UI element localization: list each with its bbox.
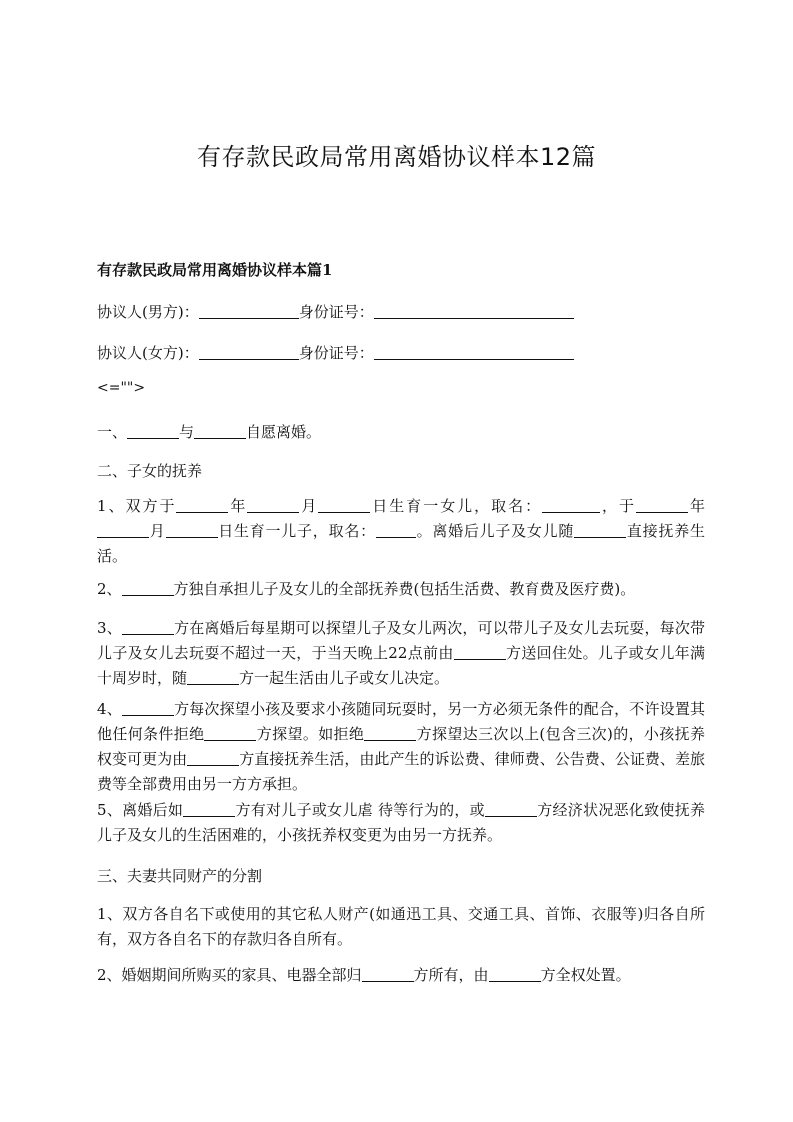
blank-field <box>318 496 370 513</box>
blank-field <box>122 618 174 635</box>
text-span: 年 <box>228 497 248 515</box>
text-span: 4、 <box>97 700 122 718</box>
text-span: 。离婚后儿子及女儿随 <box>415 522 575 540</box>
text-span: 月 <box>149 522 166 540</box>
section-heading-2: 二、子女的抚养 <box>97 462 203 480</box>
text-span: 月 <box>299 497 319 515</box>
text-span: 方所有，由 <box>413 966 489 984</box>
blank-field <box>364 724 416 741</box>
name-blank <box>199 343 299 360</box>
blank-field <box>636 496 688 513</box>
blank-field <box>485 800 537 817</box>
text-span: 自愿离婚。 <box>246 423 322 441</box>
text-span: 方独自承担儿子及女儿的全部抚养费(包括生活费、教育费及医疗费)。 <box>173 580 636 598</box>
blank-field <box>166 521 218 538</box>
paragraph-6: 1、双方各自名下或使用的其它私人财产(如通迅工具、交通工具、首饰、衣服等)归各自所有，双方各自名下的存款归各自所有。 <box>97 905 705 948</box>
clause-1 <box>97 420 705 445</box>
blank-field <box>187 749 239 766</box>
blank-field <box>176 496 228 513</box>
section-heading-3: 三、夫妻共同财产的分割 <box>97 867 263 885</box>
text-span: 方有对儿子或女儿虐 待等行为的，或 <box>235 801 485 819</box>
blank-field <box>122 699 174 716</box>
blank-field <box>489 965 541 982</box>
text-span: 2、 <box>97 580 122 598</box>
blank-field <box>97 521 149 538</box>
text-span: 5、离婚后如 <box>97 801 184 819</box>
text-span: 一、 <box>97 423 128 441</box>
paragraph-1 <box>97 494 705 569</box>
text-span: 3、 <box>97 619 122 637</box>
document-title: 有存款民政局常用离婚协议样本12篇 <box>196 143 597 171</box>
id-blank <box>374 302 574 319</box>
blank-field <box>454 643 506 660</box>
blank-field <box>204 724 256 741</box>
paragraph-3 <box>97 616 705 691</box>
text-span: 方送回住处。儿子或女儿年满十周岁时，随 <box>97 644 705 687</box>
male-party-label: 协议人(男方)： <box>97 303 199 321</box>
section-subtitle: 有存款民政局常用离婚协议样本篇1 <box>97 261 333 279</box>
text-span: 直接抚养生活。 <box>97 522 705 565</box>
blank-field <box>127 422 179 439</box>
text-span: 2、婚姻期间所购买的家具、电器全部归 <box>97 966 362 984</box>
female-party-line <box>97 341 705 366</box>
text-span: 方一起生活由儿子或女儿决定。 <box>239 669 450 687</box>
blank-field <box>187 668 239 685</box>
text-span: 方探望。如拒绝 <box>256 725 365 743</box>
text-span: 方探望达三次以上(包含三次)的，小孩抚养权变可更为由 <box>97 725 705 768</box>
paragraph-7 <box>97 963 705 988</box>
male-party-line <box>97 300 705 325</box>
text-span: 1、双方于 <box>97 497 177 515</box>
paragraph-2 <box>97 577 705 602</box>
paragraph-5 <box>97 798 705 848</box>
text-span: 方经济状况恶化致使抚养儿子及女儿的生活困难的，小孩抚养权变更为由另一方抚养。 <box>97 801 705 844</box>
blank-field <box>376 521 416 538</box>
id-blank <box>374 343 574 360</box>
text-span: 方直接抚养生活，由此产生的诉讼费、律师费、公告费、公证费、差旅费等全部费用由另一方方承担。 <box>97 750 705 793</box>
text-span: 与 <box>179 423 195 441</box>
text-span: 日生育一儿子，取名： <box>217 522 376 540</box>
blank-field <box>183 800 235 817</box>
text-span: 方每次探望小孩及要求小孩随同玩耍时，另一方必须无条件的配合，不许设置其他任何条件拒绝 <box>97 700 705 743</box>
female-party-label: 协议人(女方)： <box>97 344 199 362</box>
text-span: ，于 <box>600 497 636 515</box>
blank-field <box>194 422 246 439</box>
name-blank <box>199 302 299 319</box>
text-span: 日生育一女儿，取名： <box>370 497 543 515</box>
text-span: 年 <box>687 497 705 515</box>
id-label: 身份证号： <box>298 344 374 362</box>
blank-field <box>122 579 174 596</box>
stray-markup-text: <=""> <box>97 380 146 396</box>
text-span: 方全权处置。 <box>540 966 631 984</box>
text-span: 方在离婚后每星期可以探望儿子及女儿两次，可以带儿子及女儿去玩耍，每次带儿子及女儿去玩耍不超过一天，于当天晚上22点前由 <box>97 619 705 662</box>
blank-field <box>247 496 299 513</box>
id-label: 身份证号： <box>298 303 374 321</box>
blank-field <box>574 521 626 538</box>
paragraph-4 <box>97 697 705 797</box>
blank-field <box>542 496 600 513</box>
blank-field <box>362 965 414 982</box>
